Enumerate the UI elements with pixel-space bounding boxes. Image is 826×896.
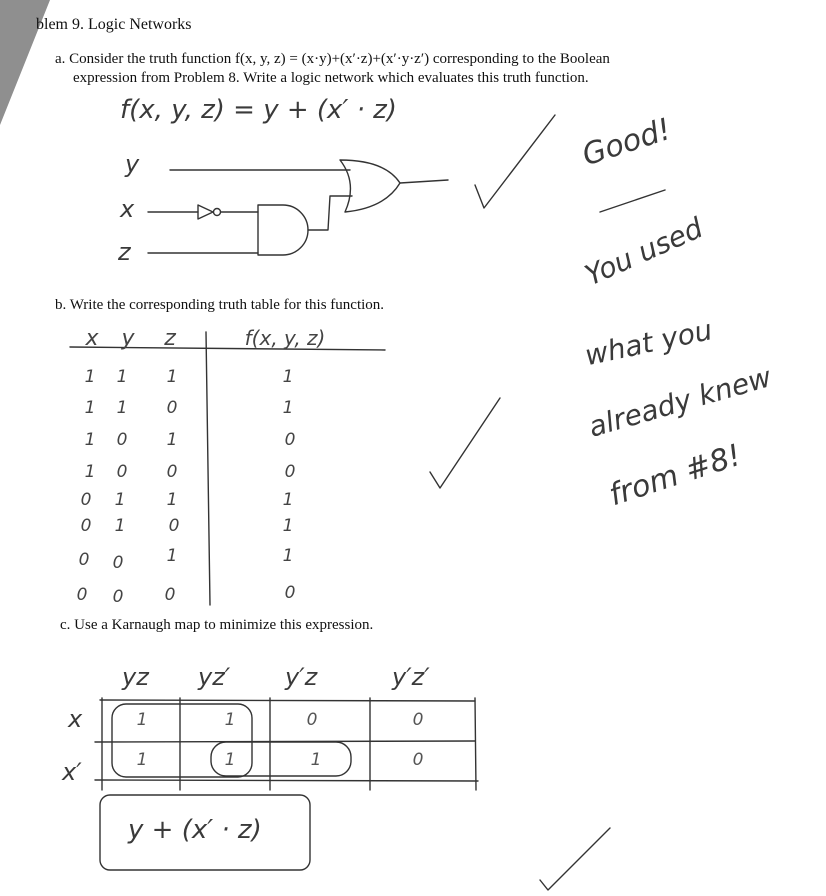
table-cell: 1 (114, 516, 126, 536)
table-cell: 0 (78, 550, 90, 570)
table-cell: 1 (116, 398, 128, 418)
checkmark-b (430, 398, 500, 488)
simplified-function: f(x, y, z) = y + (x′ · z) (120, 95, 397, 125)
kmap-col-yprime-zprime: y′z′ (392, 663, 430, 691)
kmap-col-yz: yz (122, 663, 149, 691)
table-cell: 1 (282, 546, 294, 566)
table-cell: 1 (84, 462, 96, 482)
table-cell: 1 (282, 398, 294, 418)
kmap-cell: 0 (306, 710, 318, 730)
table-cell: 0 (166, 462, 178, 482)
table-cell: 0 (168, 516, 180, 536)
or-gate (340, 160, 400, 212)
good-underline (600, 190, 665, 212)
table-cell: 1 (282, 367, 294, 387)
table-cell: 1 (84, 367, 96, 387)
checkmark-c (540, 828, 610, 890)
not-gate (198, 205, 213, 219)
part-c-text: c. Use a Karnaugh map to minimize this expression. (60, 617, 374, 633)
table-cell: 1 (166, 546, 178, 566)
table-cell: 1 (166, 367, 178, 387)
part-a-text-line2: expression from Problem 8. Write a logic network which evaluates this truth function. (73, 70, 589, 86)
table-cell: 1 (282, 516, 294, 536)
table-cell: 1 (116, 367, 128, 387)
circuit-label-y: y (125, 150, 140, 178)
table-divider (206, 332, 210, 605)
not-bubble (214, 209, 221, 216)
table-cell: 1 (282, 490, 294, 510)
table-header-z: z (164, 326, 176, 351)
table-cell: 0 (284, 583, 296, 603)
table-cell: 0 (112, 587, 124, 607)
wire-output (400, 180, 448, 183)
kmap-cell: 0 (412, 750, 424, 770)
kmap-cell: 0 (412, 710, 424, 730)
table-cell: 0 (76, 585, 88, 605)
table-cell: 0 (112, 553, 124, 573)
table-cell: 0 (80, 490, 92, 510)
kmap-cell: 1 (136, 710, 148, 730)
kmap-cell: 1 (224, 750, 236, 770)
table-cell: 0 (116, 462, 128, 482)
table-cell: 0 (116, 430, 128, 450)
kmap-cell: 1 (136, 750, 148, 770)
part-a-text-line1: a. Consider the truth function f(x, y, z) = (x·y)+(x′·z)+(x′·y·z′) corresponding to the Boolean (55, 51, 610, 67)
grader-comment-line3: already knew (585, 360, 775, 444)
table-cell: 0 (164, 585, 176, 605)
grader-comment-line4: from #8! (605, 437, 746, 514)
kmap-row-x: x (68, 705, 83, 733)
table-cell: 1 (166, 430, 178, 450)
grader-comment-line2: what you (582, 313, 716, 373)
grader-comment-line1: You used (580, 211, 708, 293)
table-cell: 0 (80, 516, 92, 536)
part-b-text: b. Write the corresponding truth table for this function. (55, 297, 385, 313)
table-cell: 1 (84, 398, 96, 418)
table-cell: 0 (284, 430, 296, 450)
minimized-answer: y + (x′ · z) (128, 815, 262, 845)
circuit-label-x: x (120, 195, 135, 223)
problem-heading: blem 9. Logic Networks (36, 16, 192, 33)
table-cell: 1 (166, 490, 178, 510)
table-header-y: y (121, 326, 135, 351)
kmap-col-yprime-z: y′z (285, 663, 318, 691)
kmap-row-xprime: x′ (62, 758, 82, 786)
table-header-f: f(x, y, z) (244, 326, 326, 350)
circuit-label-z: z (118, 238, 131, 266)
table-cell: 0 (284, 462, 296, 482)
and-gate (258, 205, 308, 255)
kmap-col-yz-prime: yz′ (198, 663, 231, 691)
kmap-cell: 1 (224, 710, 236, 730)
grader-comment-good: Good! (578, 111, 676, 174)
kmap-cell: 1 (310, 750, 322, 770)
table-cell: 1 (114, 490, 126, 510)
table-cell: 0 (166, 398, 178, 418)
table-cell: 1 (84, 430, 96, 450)
checkmark-a (475, 115, 555, 208)
table-header-x: x (85, 326, 99, 351)
wire-and-out (308, 196, 352, 230)
